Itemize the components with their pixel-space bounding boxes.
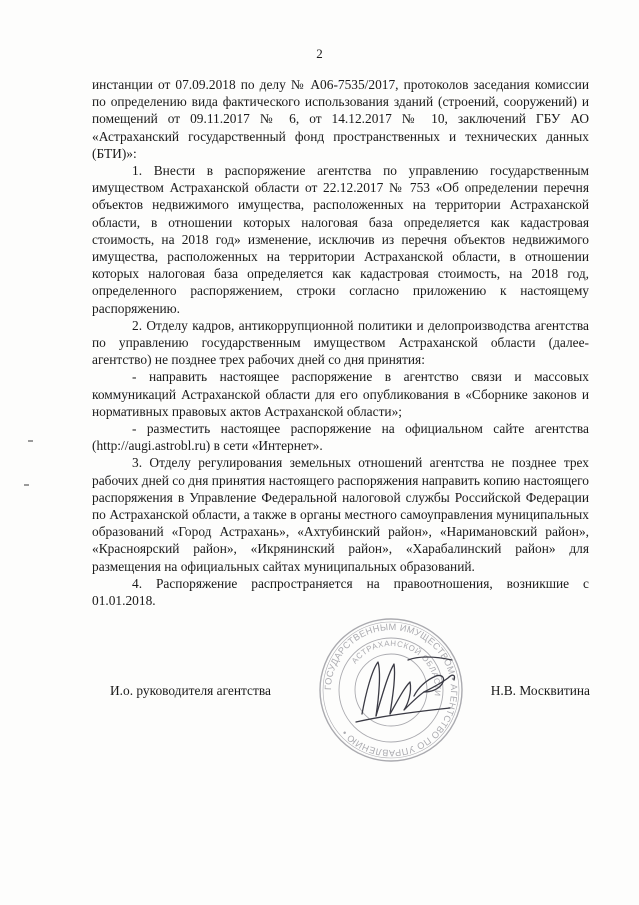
seal-outer-textpath: ГОСУДАРСТВЕННЫМ ИМУЩЕСТВОМ • АГЕНТСТВО ПО УПРАВЛЕНИЮ •: [322, 621, 460, 759]
document-body: [92, 76, 589, 609]
paragraph-intro: инстанции от 07.09.2018 по делу № А06-7535/2017, протоколов заседания комиссии по определению вида фактического использования зданий (строений, сооружений) и помещений от 09.11.2017 № 6, от 14.12.2017 № 10, заключений ГБУ АО «Астраханский государственный фонд пространственных и технических данных (БТИ)»:: [92, 77, 589, 161]
seal-inner-textpath: АСТРАХАНСКОЙ ОБЛАСТИ: [349, 638, 443, 697]
page-number: 2: [316, 46, 323, 61]
paragraph-item-1: 1. Внести в распоряжение агентства по управлению государственным имуществом Астраханской области от 22.12.2017 № 753 «Об определении перечня объектов недвижимого имущества, расположенных на территории Астраханской области, в отношении которых налоговая база определяется как кадастровая стоимость, на 2018 год» изменение, исключив из перечня объектов недвижимого имущества, расположенных на территории Астраханской области, в отношении которых налоговая база определяется как кадастровая стоимость, на 2018 год, определенного распоряжением, строки согласно приложению к настоящему распоряжению.: [92, 163, 589, 316]
paragraph-item-2-b: - разместить настоящее распоряжение на официальном сайте агентства (http://augi.astrobl.ru) в сети «Интернет».: [92, 421, 589, 454]
signer-title: И.о. руководителя агентства: [110, 683, 271, 698]
signer-name: Н.В. Москвитина: [490, 683, 590, 698]
scan-mark: [28, 440, 33, 442]
scan-mark: [24, 484, 29, 486]
paragraph-item-4: 4. Распоряжение распространяется на правоотношения, возникшие с 01.01.2018.: [92, 575, 589, 609]
signature-block: [110, 683, 590, 703]
paragraph-item-2-a: - направить настоящее распоряжение в агентство связи и массовых коммуникаций Астраханской области для его опубликования в «Сборнике законов и нормативных правовых актов Астраханской области»;: [92, 369, 589, 419]
paragraph-item-2: 2. Отделу кадров, антикоррупционной политики и делопроизводства агентства по управлению государственным имуществом Астраханской области (далее-агентство) не позднее трех рабочих дней со дня принятия:: [92, 317, 589, 368]
paragraph-item-3: 3. Отделу регулирования земельных отношений агентства не позднее трех рабочих дней со дня принятия настоящего распоряжения направить копию настоящего распоряжения в Управление Федеральной налоговой службы Российской Федерации по Астраханской области, а также в органы местного самоуправления муниципальных образований «Город Астрахань», «Ахтубинский район», «Наримановский район», «Красноярский район», «Икрянинский район», «Харабалинский район» для размещения на официальных сайтах муниципальных образований.: [92, 455, 589, 574]
